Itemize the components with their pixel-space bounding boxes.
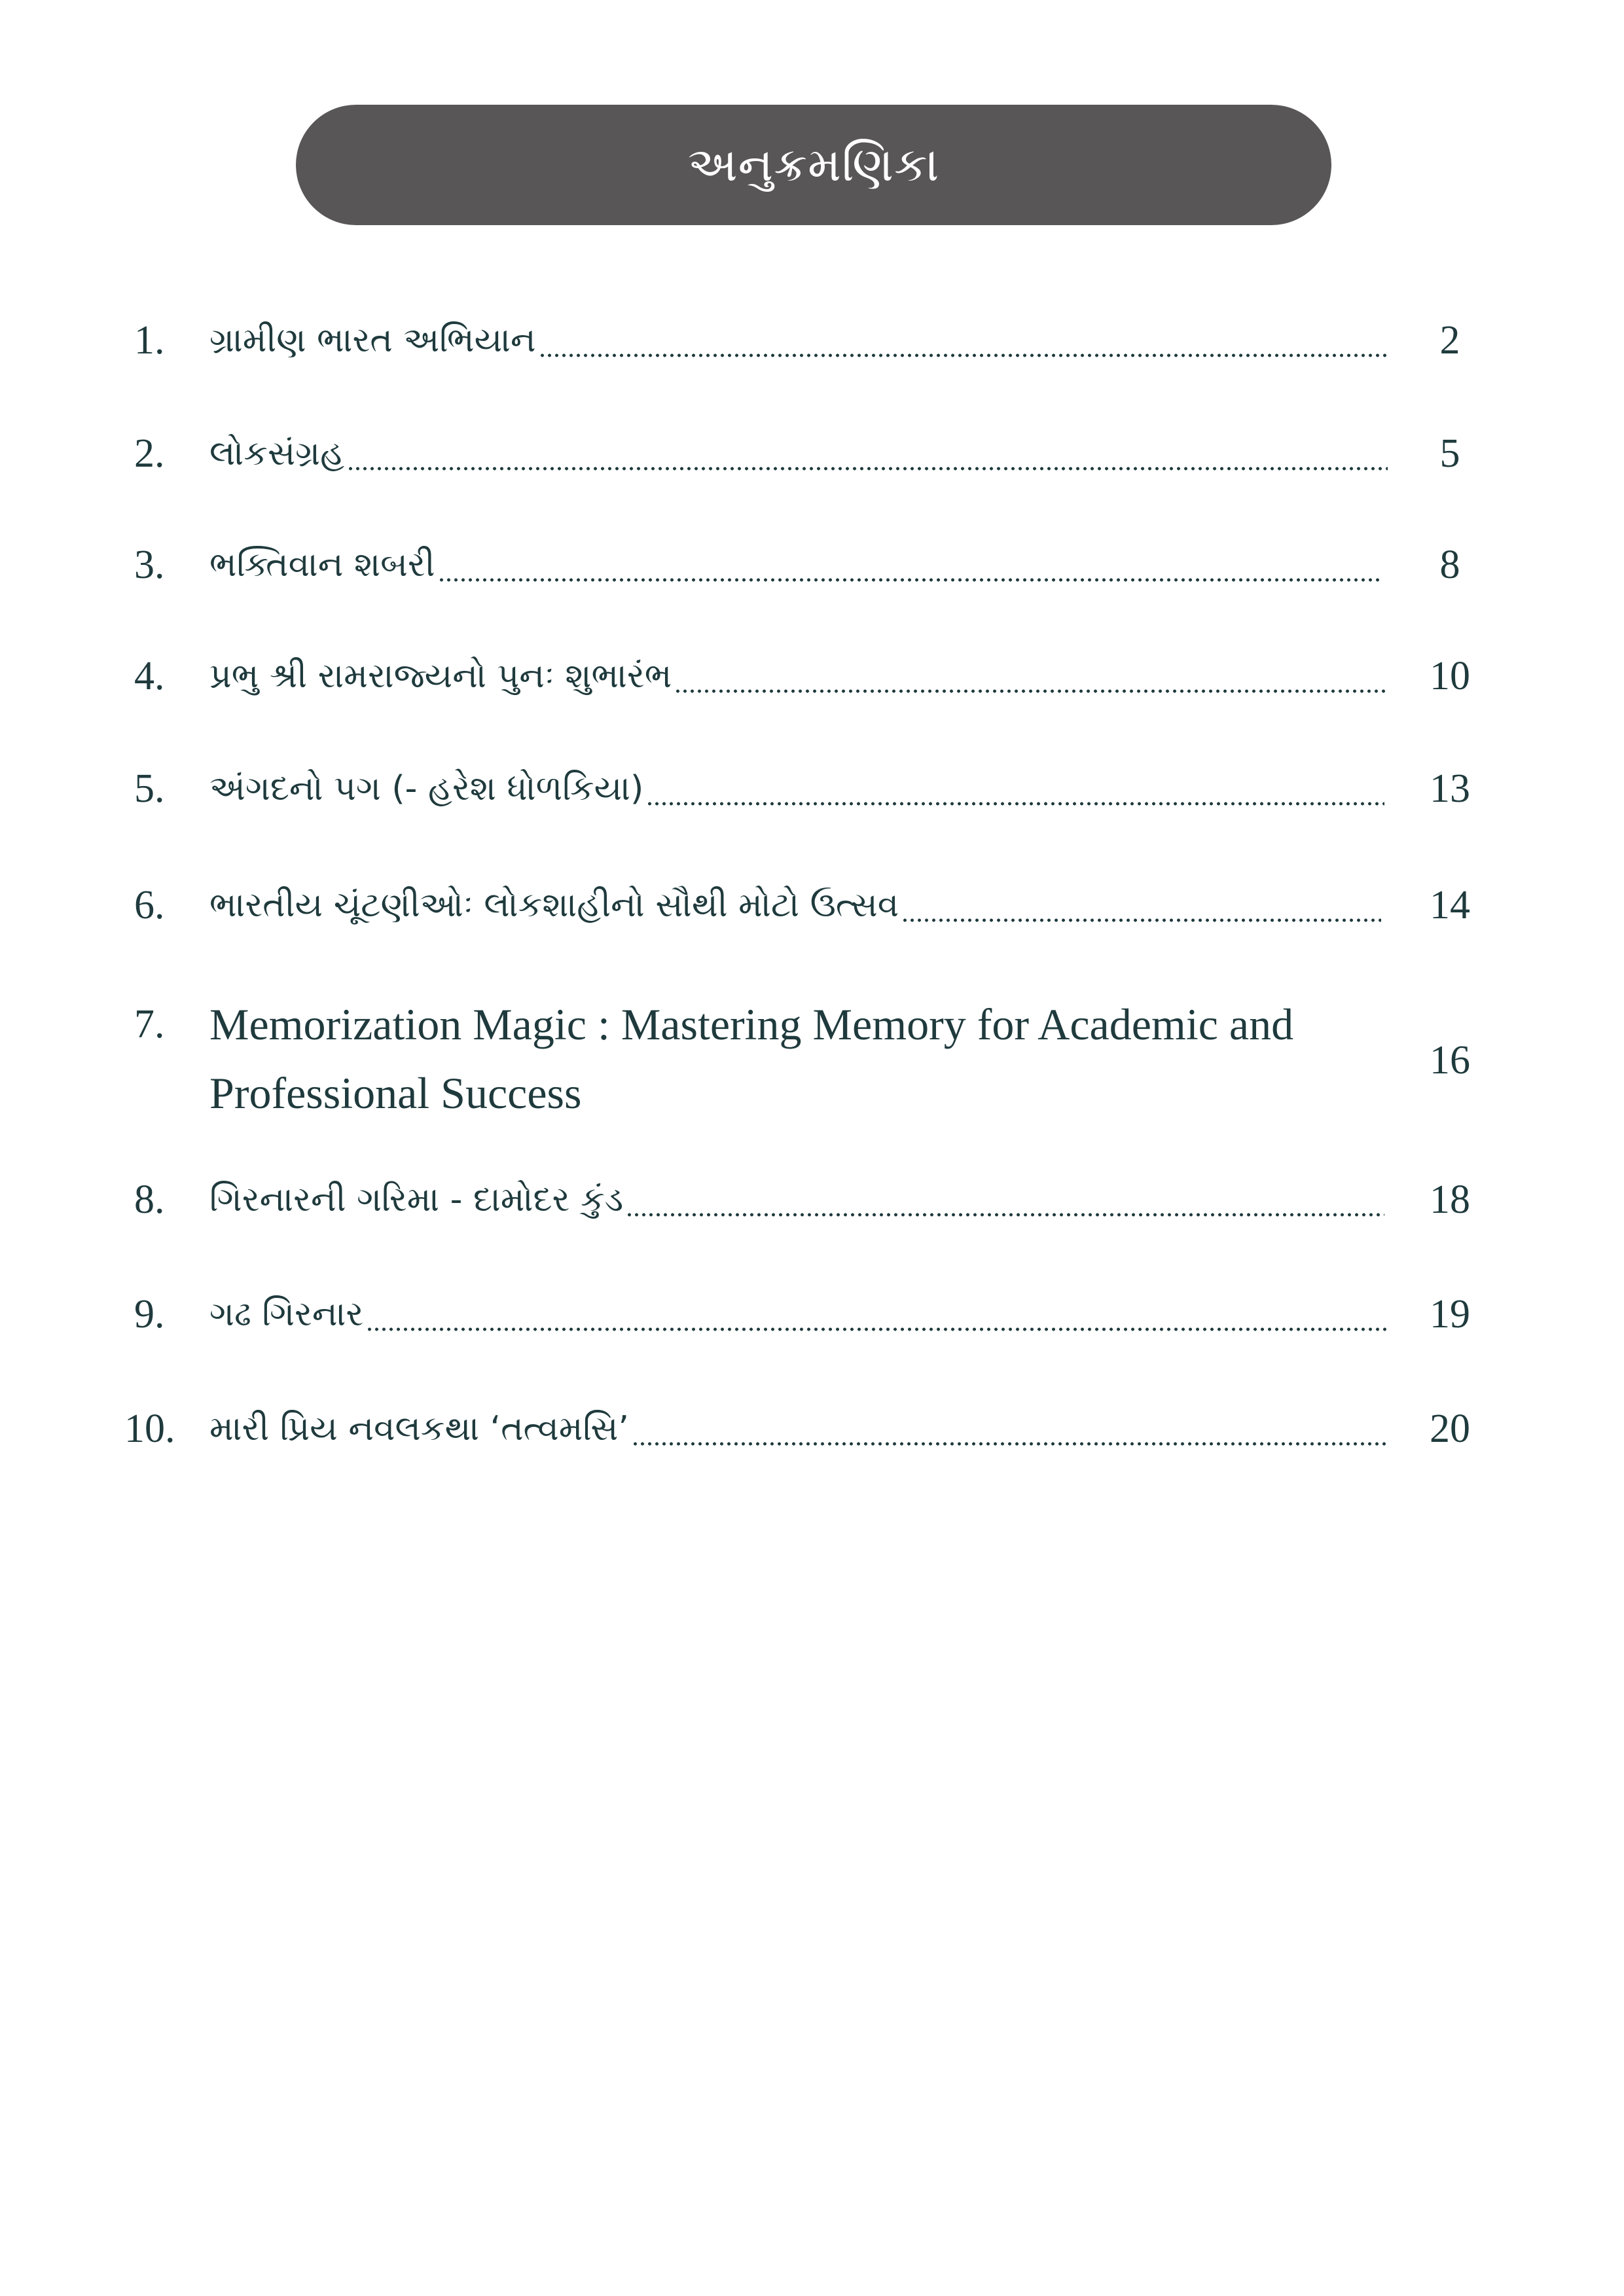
toc-heading: અનુક્રમણિકા: [687, 137, 940, 192]
entry-title-row: [209, 872, 1381, 938]
entry-title-row: [209, 308, 1388, 373]
entry-title: પ્રભુ શ્રી રામરાજ્યનો પુનઃ શુભારંભ: [209, 656, 672, 696]
entry-number: 2.: [134, 431, 165, 476]
entry-number: 6.: [134, 883, 165, 927]
dot-leader: [901, 917, 1381, 924]
toc-entry[interactable]: [124, 308, 1492, 373]
entry-title-row: [209, 532, 1381, 598]
entry-title-row: [209, 1396, 1388, 1462]
toc-entry[interactable]: [124, 872, 1492, 938]
toc-entry[interactable]: [124, 992, 1492, 1136]
entry-title: ગિરનારની ગરિમા - દામોદર કુંડ: [209, 1179, 624, 1219]
entry-title: અંગદનો પગ (- હરેશ ધોળકિયા): [209, 768, 644, 808]
entry-page: 5: [1439, 431, 1460, 476]
entry-title-row: [209, 643, 1388, 709]
entry-number: 7.: [134, 1002, 165, 1047]
toc-entry[interactable]: [124, 421, 1492, 486]
toc-entry[interactable]: [124, 1396, 1492, 1462]
entry-page: 10: [1430, 654, 1470, 698]
entry-title-row: [209, 421, 1388, 486]
entry-title-line2: Professional Success: [209, 1067, 582, 1118]
dot-leader: [347, 465, 1388, 472]
entry-title-line1: Memorization Magic : Mastering Memory for Academic and: [209, 999, 1294, 1049]
toc-heading-banner: [296, 105, 1331, 225]
toc-entry[interactable]: [124, 756, 1492, 821]
entry-page: 13: [1430, 766, 1470, 811]
entry-title: ભારતીય ચૂંટણીઓઃ લોકશાહીનો સૌથી મોટો ઉત્સવ: [209, 885, 899, 925]
entry-page: 20: [1430, 1407, 1470, 1451]
toc-entry[interactable]: [124, 1282, 1492, 1347]
entry-title-row: [209, 1060, 1388, 1126]
dot-leader: [626, 1211, 1384, 1218]
toc-entry[interactable]: [124, 643, 1492, 709]
entry-title: ગ્રામીણ ભારત અભિયાન: [209, 320, 536, 360]
entry-title-row: [209, 1282, 1388, 1347]
entry-title: ગઢ ગિરનાર: [209, 1294, 364, 1334]
toc-entry[interactable]: [124, 1167, 1492, 1232]
dot-leader: [646, 800, 1384, 807]
toc-entry[interactable]: [124, 532, 1492, 598]
entry-number: 5.: [134, 766, 165, 811]
entry-number: 4.: [134, 654, 165, 698]
entry-number: 1.: [134, 318, 165, 363]
dot-leader: [674, 688, 1388, 694]
entry-number: 10.: [124, 1407, 175, 1451]
entry-page: 18: [1430, 1177, 1470, 1222]
entry-page: 2: [1439, 318, 1460, 363]
entry-title: મારી પ્રિય નવલકથા ‘તત્વમસિ’: [209, 1408, 629, 1448]
entry-number: 8.: [134, 1177, 165, 1222]
entry-title: લોકસંગ્રહ: [209, 433, 345, 473]
dot-leader: [632, 1441, 1388, 1447]
entry-number: 3.: [134, 543, 165, 587]
entry-page: 16: [1430, 1038, 1470, 1083]
entry-title: ભક્તિવાન શબરી: [209, 545, 435, 584]
dot-leader: [438, 577, 1381, 583]
entry-page: 14: [1430, 883, 1470, 927]
dot-leader: [539, 352, 1388, 359]
entry-title-row: [209, 1167, 1384, 1232]
entry-page: 8: [1439, 543, 1460, 587]
entry-page: 19: [1430, 1292, 1470, 1336]
dot-leader: [366, 1326, 1388, 1333]
entry-title-row: [209, 756, 1384, 821]
entry-number: 9.: [134, 1292, 165, 1336]
